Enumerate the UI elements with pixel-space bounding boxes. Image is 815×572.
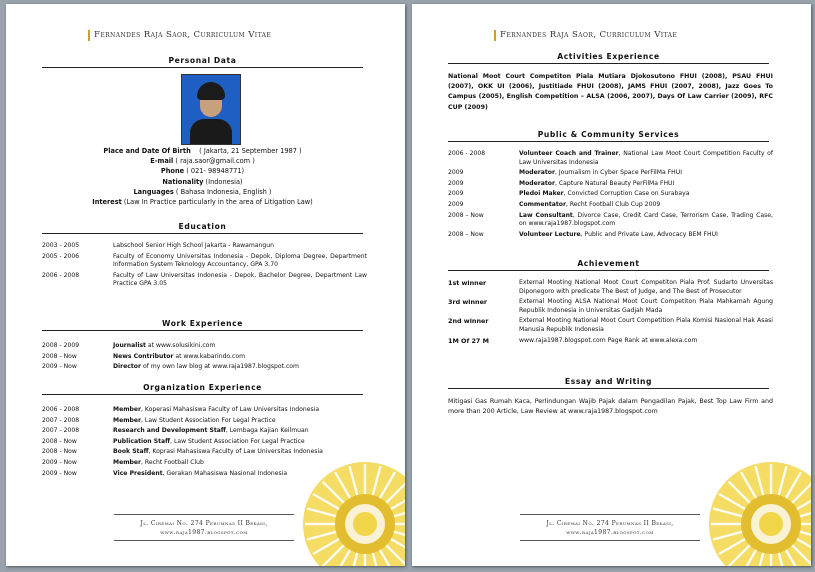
item-role: Member	[113, 406, 142, 413]
list-item	[42, 417, 367, 426]
item-date: 2009 - Now	[42, 458, 77, 466]
item-date: 2009 - Now	[42, 363, 77, 371]
item-date: 2005 - 2006	[42, 252, 80, 260]
item-date: 2007 - 2008	[42, 427, 80, 435]
interest-value: (Law In Practice particularly in the area of Litigation Law)	[123, 198, 313, 207]
item-role: Research and Development Staff	[113, 427, 226, 435]
university-seal-icon	[299, 458, 405, 566]
item-detail: , Public and Private Law, Advocacy BEM FHUI	[580, 230, 718, 238]
list-item	[448, 279, 773, 296]
nationality-value: (Indonesia)	[205, 177, 243, 186]
item-date: 2nd winner	[448, 317, 489, 326]
section-title-activities: Activities Experience	[448, 52, 769, 64]
item-role: Commentator	[519, 200, 566, 208]
item-date: 2006 - 2008	[448, 150, 486, 157]
list-item	[448, 201, 773, 210]
section-title-organization: Organization Experience	[42, 383, 363, 395]
item-date: 2008 – Now	[448, 230, 484, 238]
item-detail: , Law Student Association For Legal Practice	[170, 437, 305, 445]
item-role: Director	[113, 363, 142, 371]
item-detail: , Journalism in Cyber Space PerFilMa FHUI	[554, 169, 683, 177]
section-title-essay: Essay and Writing	[448, 377, 769, 389]
item-role: News Contributor	[113, 352, 174, 360]
item-date: 2008 - Now	[42, 448, 77, 456]
item-role: Volunteer Lecture	[519, 230, 581, 238]
languages-label: Languages	[133, 187, 174, 196]
list-item	[42, 253, 367, 270]
item-text	[113, 427, 367, 436]
item-detail: , Koperasi Mahasiswa Faculty of Law Universitas Indonesia	[141, 406, 320, 413]
item-detail: at www.kabarindo.com	[173, 352, 246, 360]
item-date: 1st winner	[448, 279, 487, 287]
list-item	[448, 212, 773, 229]
section-title-achievement: Achievement	[448, 259, 769, 271]
list-item	[42, 427, 367, 436]
item-text	[519, 150, 773, 167]
list-item	[448, 169, 773, 178]
page-footer	[114, 514, 294, 541]
item-date: 2006 - 2008	[42, 271, 80, 279]
item-role: Moderator	[519, 179, 555, 187]
list-item	[448, 337, 773, 346]
item-role: Book Staff	[113, 448, 149, 456]
item-text	[113, 438, 367, 447]
item-text	[519, 231, 773, 240]
item-date: 2009	[448, 200, 464, 208]
cv-page-1	[6, 4, 405, 566]
item-date: 2007 - 2008	[42, 416, 80, 424]
item-text	[519, 180, 773, 189]
section-title-public: Public & Community Services	[448, 130, 769, 142]
item-detail: , Capture Natural Beauty PerFilMa FHUI	[554, 179, 675, 187]
nationality-label: Nationality	[162, 177, 204, 186]
item-text	[113, 406, 367, 415]
education-list	[42, 242, 367, 291]
languages-value: ( Bahasa Indonesia, English )	[175, 187, 272, 196]
page-header: Fernandes Raja Saor, Curriculum Vitae	[88, 30, 271, 41]
list-item	[42, 406, 367, 415]
item-detail: , Law Student Association For Legal Practice	[141, 416, 276, 424]
item-role: Law Consultant	[519, 211, 573, 219]
item-text	[113, 342, 367, 351]
item-date: 2008 – Now	[448, 211, 484, 219]
achievement-list	[448, 279, 773, 347]
item-date: 2009 - Now	[42, 469, 77, 477]
item-text: Faculty of Economy Universitas Indonesia - Depok, Diploma Degree, Department Information System Teknology Accountancy, GPA 3.70	[113, 252, 367, 269]
item-detail: , Recht Football Club Cup 2009	[565, 200, 661, 208]
item-text: External Mooting ALSA National Moot Court Competiton Piala Mahkamah Agung Republik Indonesia in Universitas Gadjah Mada	[519, 298, 773, 314]
cv-page-2	[412, 4, 811, 566]
item-detail: , Recht Football Club	[141, 458, 204, 466]
item-role: Member	[113, 458, 142, 466]
phone-value: ( 021- 98948771)	[186, 167, 245, 176]
item-date: 2006 - 2008	[42, 406, 80, 413]
item-text: Labschool Senior High School Jakarta - Rawamangun	[113, 242, 274, 249]
birth-value: ( Jakarta, 21 September 1987 )	[199, 147, 302, 155]
email-value: ( raja.saor@gmail.com )	[175, 157, 255, 166]
interest-label: Interest	[92, 198, 122, 207]
list-item	[42, 272, 367, 289]
item-role: Publication Staff	[113, 437, 171, 445]
section-title-education: Education	[42, 222, 363, 234]
footer-website: www.raja1987.blogspot.com	[566, 529, 654, 536]
item-text	[113, 448, 367, 457]
section-title-personal: Personal Data	[42, 56, 363, 68]
item-role: Pledoi Maker	[519, 190, 564, 198]
personal-data	[42, 146, 363, 207]
item-text	[519, 212, 773, 229]
item-role: Journalist	[113, 342, 146, 349]
item-text: External Mooting National Moot Court Competiton Piala Prof. Sudarto Unversitas Diponegoro with predicate The Best of Judge, and The Best of Prosecutor	[519, 279, 773, 295]
section-title-work: Work Experience	[42, 319, 363, 331]
item-date: 1M Of 27 M	[448, 336, 489, 345]
item-date: 2008 - Now	[42, 437, 77, 445]
item-date: 2003 - 2005	[42, 242, 80, 249]
item-detail: , Convicted Corruption Case on Surabaya	[563, 190, 690, 198]
email-label: E-mail	[150, 157, 174, 166]
list-item	[42, 242, 367, 251]
list-item	[448, 190, 773, 199]
page-header: Fernandes Raja Saor, Curriculum Vitae	[494, 30, 677, 41]
essay-text: Mitigasi Gas Rumah Kaca, Perlindungan Wajib Pajak dalam Pengadilan Pajak, Best Top Law Firm and more than 200 Article, Law Review at www.raja1987.blogspot.com	[448, 398, 773, 416]
list-item	[42, 353, 367, 362]
item-text	[113, 417, 367, 426]
footer-address: Jl. Ciremai No. 274 Perumnas II Bekasi,	[546, 520, 674, 527]
list-item	[448, 298, 773, 315]
item-date: 3rd winner	[448, 298, 488, 307]
item-detail: , National Law Moot Court Competition Faculty of Law Universitas Indonesia	[519, 150, 774, 166]
list-item	[448, 231, 773, 240]
list-item	[42, 438, 367, 447]
item-text	[519, 190, 773, 199]
list-item	[42, 342, 367, 351]
activities-text: National Moot Court Competiton Piala Mutiara Djokosutono FHUI (2008), PSAU FHUI (2007), OKK UI (2006), Justitiade FHUI (2008), JAMS FHUI (2007, 2008), Jazz Goes To Campus (2005), English Competition – ALSA (2006, 2007), Days Of Law Carrier (2009), RFC CUP (2009)	[448, 73, 773, 111]
list-item	[448, 317, 773, 334]
page-footer	[520, 514, 700, 541]
item-text	[519, 169, 773, 178]
university-seal-icon	[705, 458, 811, 566]
footer-address: Jl. Ciremai No. 274 Perumnas II Bekasi,	[140, 520, 268, 527]
item-role: Moderator	[519, 169, 555, 177]
item-detail: of my own law blog at www.raja1987.blogspot.com	[141, 363, 299, 371]
item-detail: , Divorce Case, Credit Card Case, Terrorism Case, Trading Case, on www.raja1987.blogspot.com	[519, 211, 773, 228]
list-item	[42, 448, 367, 457]
item-role: Vice President	[113, 469, 163, 477]
item-text	[519, 201, 773, 210]
item-date: 2009	[448, 169, 464, 177]
item-date: 2009	[448, 179, 464, 187]
footer-website: www.raja1987.blogspot.com	[160, 529, 248, 536]
item-text: External Mooting National Moot Court Competition Piala Komisi Nasional Hak Asasi Manusia Republik Indonesia	[519, 317, 773, 333]
item-detail: at www.solusikini.com	[145, 342, 216, 349]
item-text	[113, 353, 367, 362]
item-detail: , Lembaga Kajian Keilmuan	[225, 427, 309, 435]
list-item	[448, 180, 773, 189]
birth-label: Place and Date Of Birth	[103, 147, 191, 155]
item-detail: , Gerakan Mahasiswa Nasional Indonesia	[162, 469, 288, 477]
item-date: 2008 - 2009	[42, 342, 80, 349]
work-list	[42, 342, 367, 374]
item-date: 2009	[448, 190, 464, 198]
list-item	[42, 363, 367, 372]
item-text: www.raja1987.blogspot.com Page Rank at www.alexa.com	[519, 336, 698, 344]
phone-label: Phone	[160, 167, 185, 176]
public-services-list	[448, 150, 773, 241]
item-text: Faculty of Law Universitas Indonesia - Depok, Bachelor Degree, Department Law Practice GPA 3.05	[113, 271, 367, 288]
list-item	[448, 150, 773, 167]
item-detail: , Koprasi Mahasiswa Faculty of Law Universitas Indonesia	[148, 448, 323, 456]
item-text	[113, 363, 367, 372]
item-role: Volunteer Coach and Trainer	[519, 150, 619, 157]
item-role: Member	[113, 416, 142, 424]
item-date: 2008 - Now	[42, 352, 77, 360]
profile-photo	[181, 74, 241, 145]
